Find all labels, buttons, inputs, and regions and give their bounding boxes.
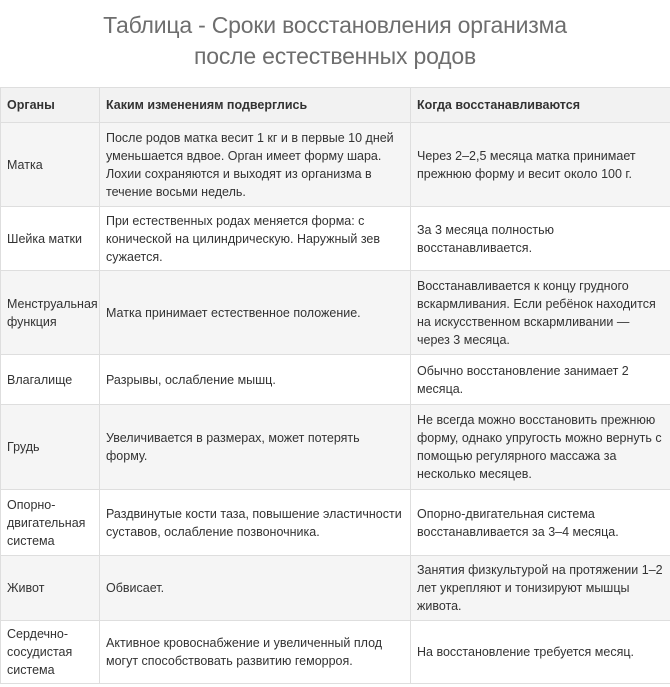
page-title (0, 10, 670, 72)
table-row (1, 556, 670, 621)
cell-recovery: За 3 месяца полностью восстанавливается. (411, 207, 670, 271)
table-row (1, 207, 670, 271)
cell-recovery: Не всегда можно восстановить прежнюю форму, однако упругость можно вернуть с помощью регулярного массажа за несколько месяцев. (411, 405, 670, 490)
cell-organ: Влагалище (1, 355, 100, 405)
header-changes: Каким изменениям подверглись (100, 88, 411, 123)
cell-organ: Матка (1, 123, 100, 207)
cell-recovery: Занятия физкультурой на протяжении 1–2 лет укрепляют и тонизируют мышцы живота. (411, 556, 670, 621)
cell-recovery: На восстановление требуется месяц. (411, 621, 670, 684)
cell-recovery: Восстанавливается к концу грудного вскармливания. Если ребёнок находится на искусственном вскармливании — через 3 месяца. (411, 271, 670, 355)
cell-organ: Живот (1, 556, 100, 621)
table-row (1, 271, 670, 355)
cell-changes: После родов матка весит 1 кг и в первые 10 дней уменьшается вдвое. Орган имеет форму шара. Лохии сохраняются и выходят из организма в течение восьми недель. (100, 123, 411, 207)
table-row (1, 123, 670, 207)
cell-organ: Шейка матки (1, 207, 100, 271)
cell-recovery: Опорно-двигательная система восстанавливается за 3–4 месяца. (411, 490, 670, 556)
cell-recovery: Через 2–2,5 месяца матка принимает прежнюю форму и весит около 100 г. (411, 123, 670, 207)
cell-organ: Сердечно-сосудистая система (1, 621, 100, 684)
title-line-1: Таблица - Сроки восстановления организма (103, 12, 567, 38)
table-row (1, 621, 670, 684)
title-line-2: после естественных родов (193, 43, 477, 69)
cell-changes: Обвисает. (100, 556, 411, 621)
cell-organ: Менструальная функция (1, 271, 100, 355)
cell-recovery: Обычно восстановление занимает 2 месяца. (411, 355, 670, 405)
table-row (1, 490, 670, 556)
cell-changes: При естественных родах меняется форма: с конической на цилиндрическую. Наружный зев сужается. (100, 207, 411, 271)
cell-changes: Разрывы, ослабление мышц. (100, 355, 411, 405)
cell-organ: Грудь (1, 405, 100, 490)
cell-changes: Раздвинутые кости таза, повышение эластичности суставов, ослабление позвоночника. (100, 490, 411, 556)
header-organs: Органы (1, 88, 100, 123)
table-row (1, 405, 670, 490)
cell-organ: Опорно-двигательная система (1, 490, 100, 556)
cell-changes: Активное кровоснабжение и увеличенный плод могут способствовать развитию геморроя. (100, 621, 411, 684)
header-recovery: Когда восстанавливаются (411, 88, 670, 123)
table-row (1, 355, 670, 405)
recovery-table (0, 87, 670, 684)
cell-changes: Матка принимает естественное положение. (100, 271, 411, 355)
table-header-row (1, 88, 670, 123)
cell-changes: Увеличивается в размерах, может потерять форму. (100, 405, 411, 490)
